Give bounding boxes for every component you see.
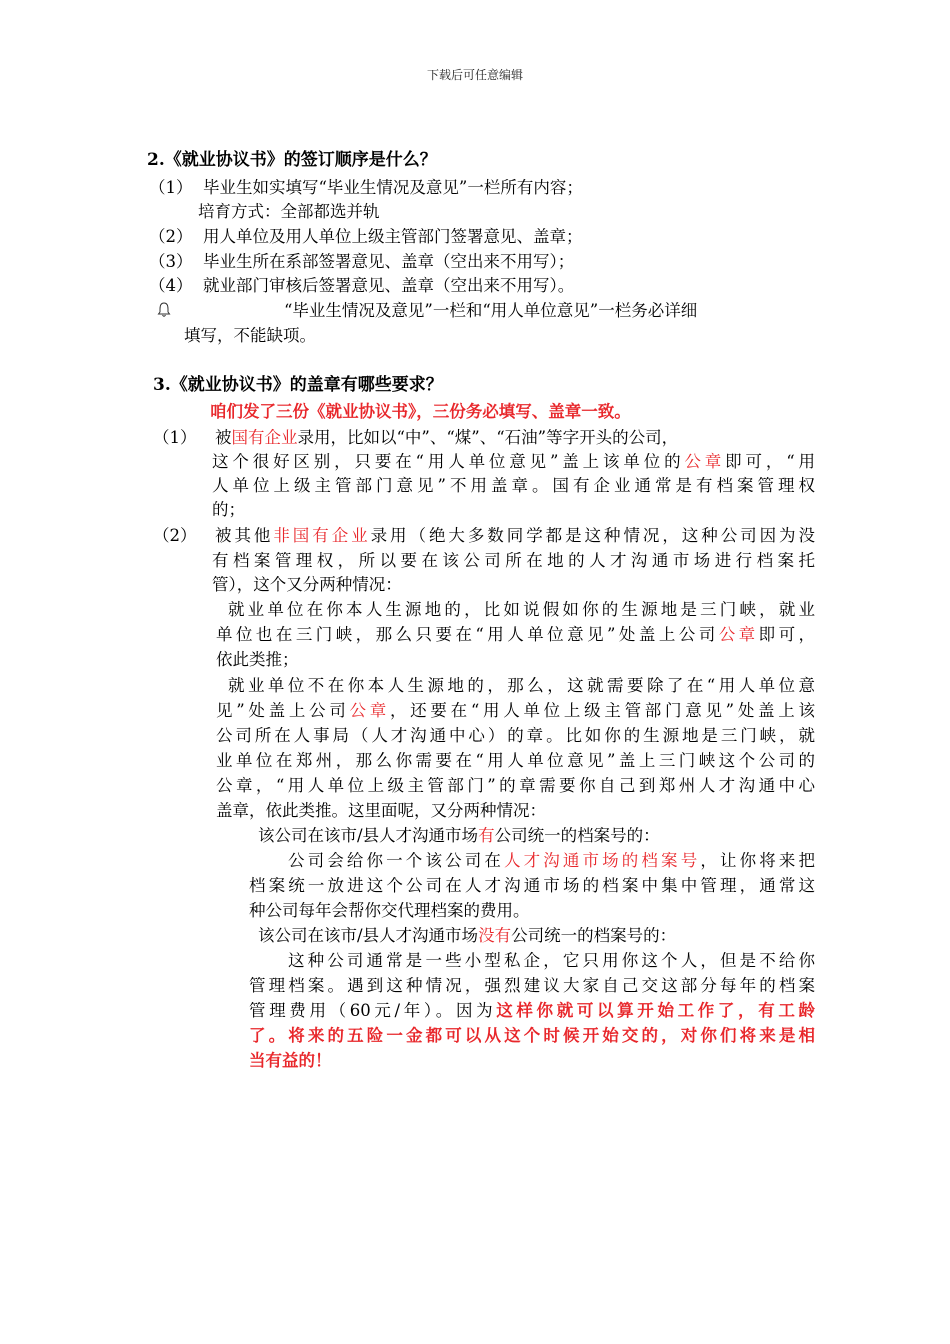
case-a-line1: 就业单位在你本人生源地的，比如说假如你的生源地是三门峡，就业	[228, 600, 815, 619]
q2-note-line1: “毕业生情况及意见”一栏和“用人单位意见”一栏务必详细	[284, 301, 698, 320]
q3-item2-number: （2）	[153, 526, 197, 545]
case-b-line5: 公章，“用人单位上级主管部门”的章需要你自己到郑州人才沟通中心	[216, 776, 815, 795]
q3-emphasis: 咱们发了三份《就业协议书》，三份务必填写、盖章一致。	[210, 402, 631, 421]
case-b-line2: 见”处盖上公司公章，还要在“用人单位上级主管部门意见”处盖上该	[216, 701, 816, 720]
q2-item4-number: （4）	[149, 276, 193, 295]
sub-case-2-line2: 管理档案。遇到这种情况，强烈建议大家自己交这部分每年的档案	[249, 976, 815, 995]
case-b-line3: 公司所在人事局（人才沟通中心）的章。比如你的生源地是三门峡，就	[216, 726, 815, 745]
q3-item1-line2: 这个很好区别，只要在“用人单位意见”盖上该单位的公章即可，“用	[212, 452, 816, 471]
q3-item1-number: （1）	[153, 428, 197, 447]
q3-item1-line4: 的；	[212, 500, 245, 519]
sub-case-2-title: 该公司在该市/县人才沟通市场没有公司统一的档案号的：	[258, 926, 677, 945]
sub-case-1-line3: 种公司每年会帮你交代理档案的费用。	[249, 901, 530, 920]
q2-heading: 2.《就业协议书》的签订顺序是什么？	[147, 150, 437, 170]
q3-item2-line1: 被其他非国有企业录用（绝大多数同学都是这种情况，这种公司因为没	[215, 526, 816, 545]
bell-icon	[157, 301, 171, 319]
q3-item1-line1: 被国有企业录用，比如以“中”、“煤”、“石油”等字开头的公司，	[215, 428, 679, 447]
q2-item1-number: （1）	[149, 178, 193, 197]
sub-case-1-line1: 公司会给你一个该公司在人才沟通市场的档案号，让你将来把	[288, 851, 816, 870]
sub-case-1-title: 该公司在该市/县人才沟通市场有公司统一的档案号的：	[258, 826, 660, 845]
q3-item2-line2: 有档案管理权，所以要在该公司所在地的人才沟通市场进行档案托	[212, 551, 815, 570]
q2-note-line2: 填写，不能缺项。	[184, 326, 316, 345]
q2-item1: 毕业生如实填写“毕业生情况及意见”一栏所有内容；	[203, 178, 583, 197]
case-b-line4: 业单位在郑州，那么你需要在“用人单位意见”盖上三门峡这个公司的	[216, 751, 815, 770]
q2-item4: 就业部门审核后签署意见、盖章（空出来不用写）。	[203, 276, 575, 295]
sub-case-1-line2: 档案统一放进这个公司在人才沟通市场的档案中集中管理，通常这	[249, 876, 815, 895]
sub-case-2-line3: 管理费用（60元/年）。因为这样你就可以算开始工作了，有工龄	[249, 1001, 815, 1020]
q2-item3: 毕业生所在系部签署意见、盖章（空出来不用写）；	[203, 252, 575, 271]
q3-heading: 3.《就业协议书》的盖章有哪些要求？	[153, 375, 443, 395]
q2-item2: 用人单位及用人单位上级主管部门签署意见、盖章；	[203, 227, 583, 246]
q3-item2-line3: 管），这个又分两种情况：	[212, 575, 402, 594]
case-a-line3: 依此类推；	[216, 650, 299, 669]
q2-item3-number: （3）	[149, 252, 193, 271]
q2-item2-number: （2）	[149, 227, 193, 246]
sub-case-2-line1: 这种公司通常是一些小型私企，它只用你这个人，但是不给你	[288, 951, 815, 970]
q3-item1-line3: 人单位上级主管部门意见”不用盖章。国有企业通常是有档案管理权	[212, 476, 815, 495]
q2-item1-sub: 培育方式：全部都选并轨	[198, 202, 380, 221]
sub-case-2-line5: 当有益的！	[249, 1051, 332, 1070]
page-header: 下载后可任意编辑	[426, 68, 523, 82]
sub-case-2-line4: 了。将来的五险一金都可以从这个时候开始交的，对你们将来是相	[249, 1026, 815, 1045]
case-b-line1: 就业单位不在你本人生源地的，那么，这就需要除了在“用人单位意	[228, 676, 815, 695]
case-b-line6: 盖章，依此类推。这里面呢，又分两种情况：	[216, 801, 546, 820]
case-a-line2: 单位也在三门峡，那么只要在“用人单位意见”处盖上公司公章即可，	[216, 625, 816, 644]
